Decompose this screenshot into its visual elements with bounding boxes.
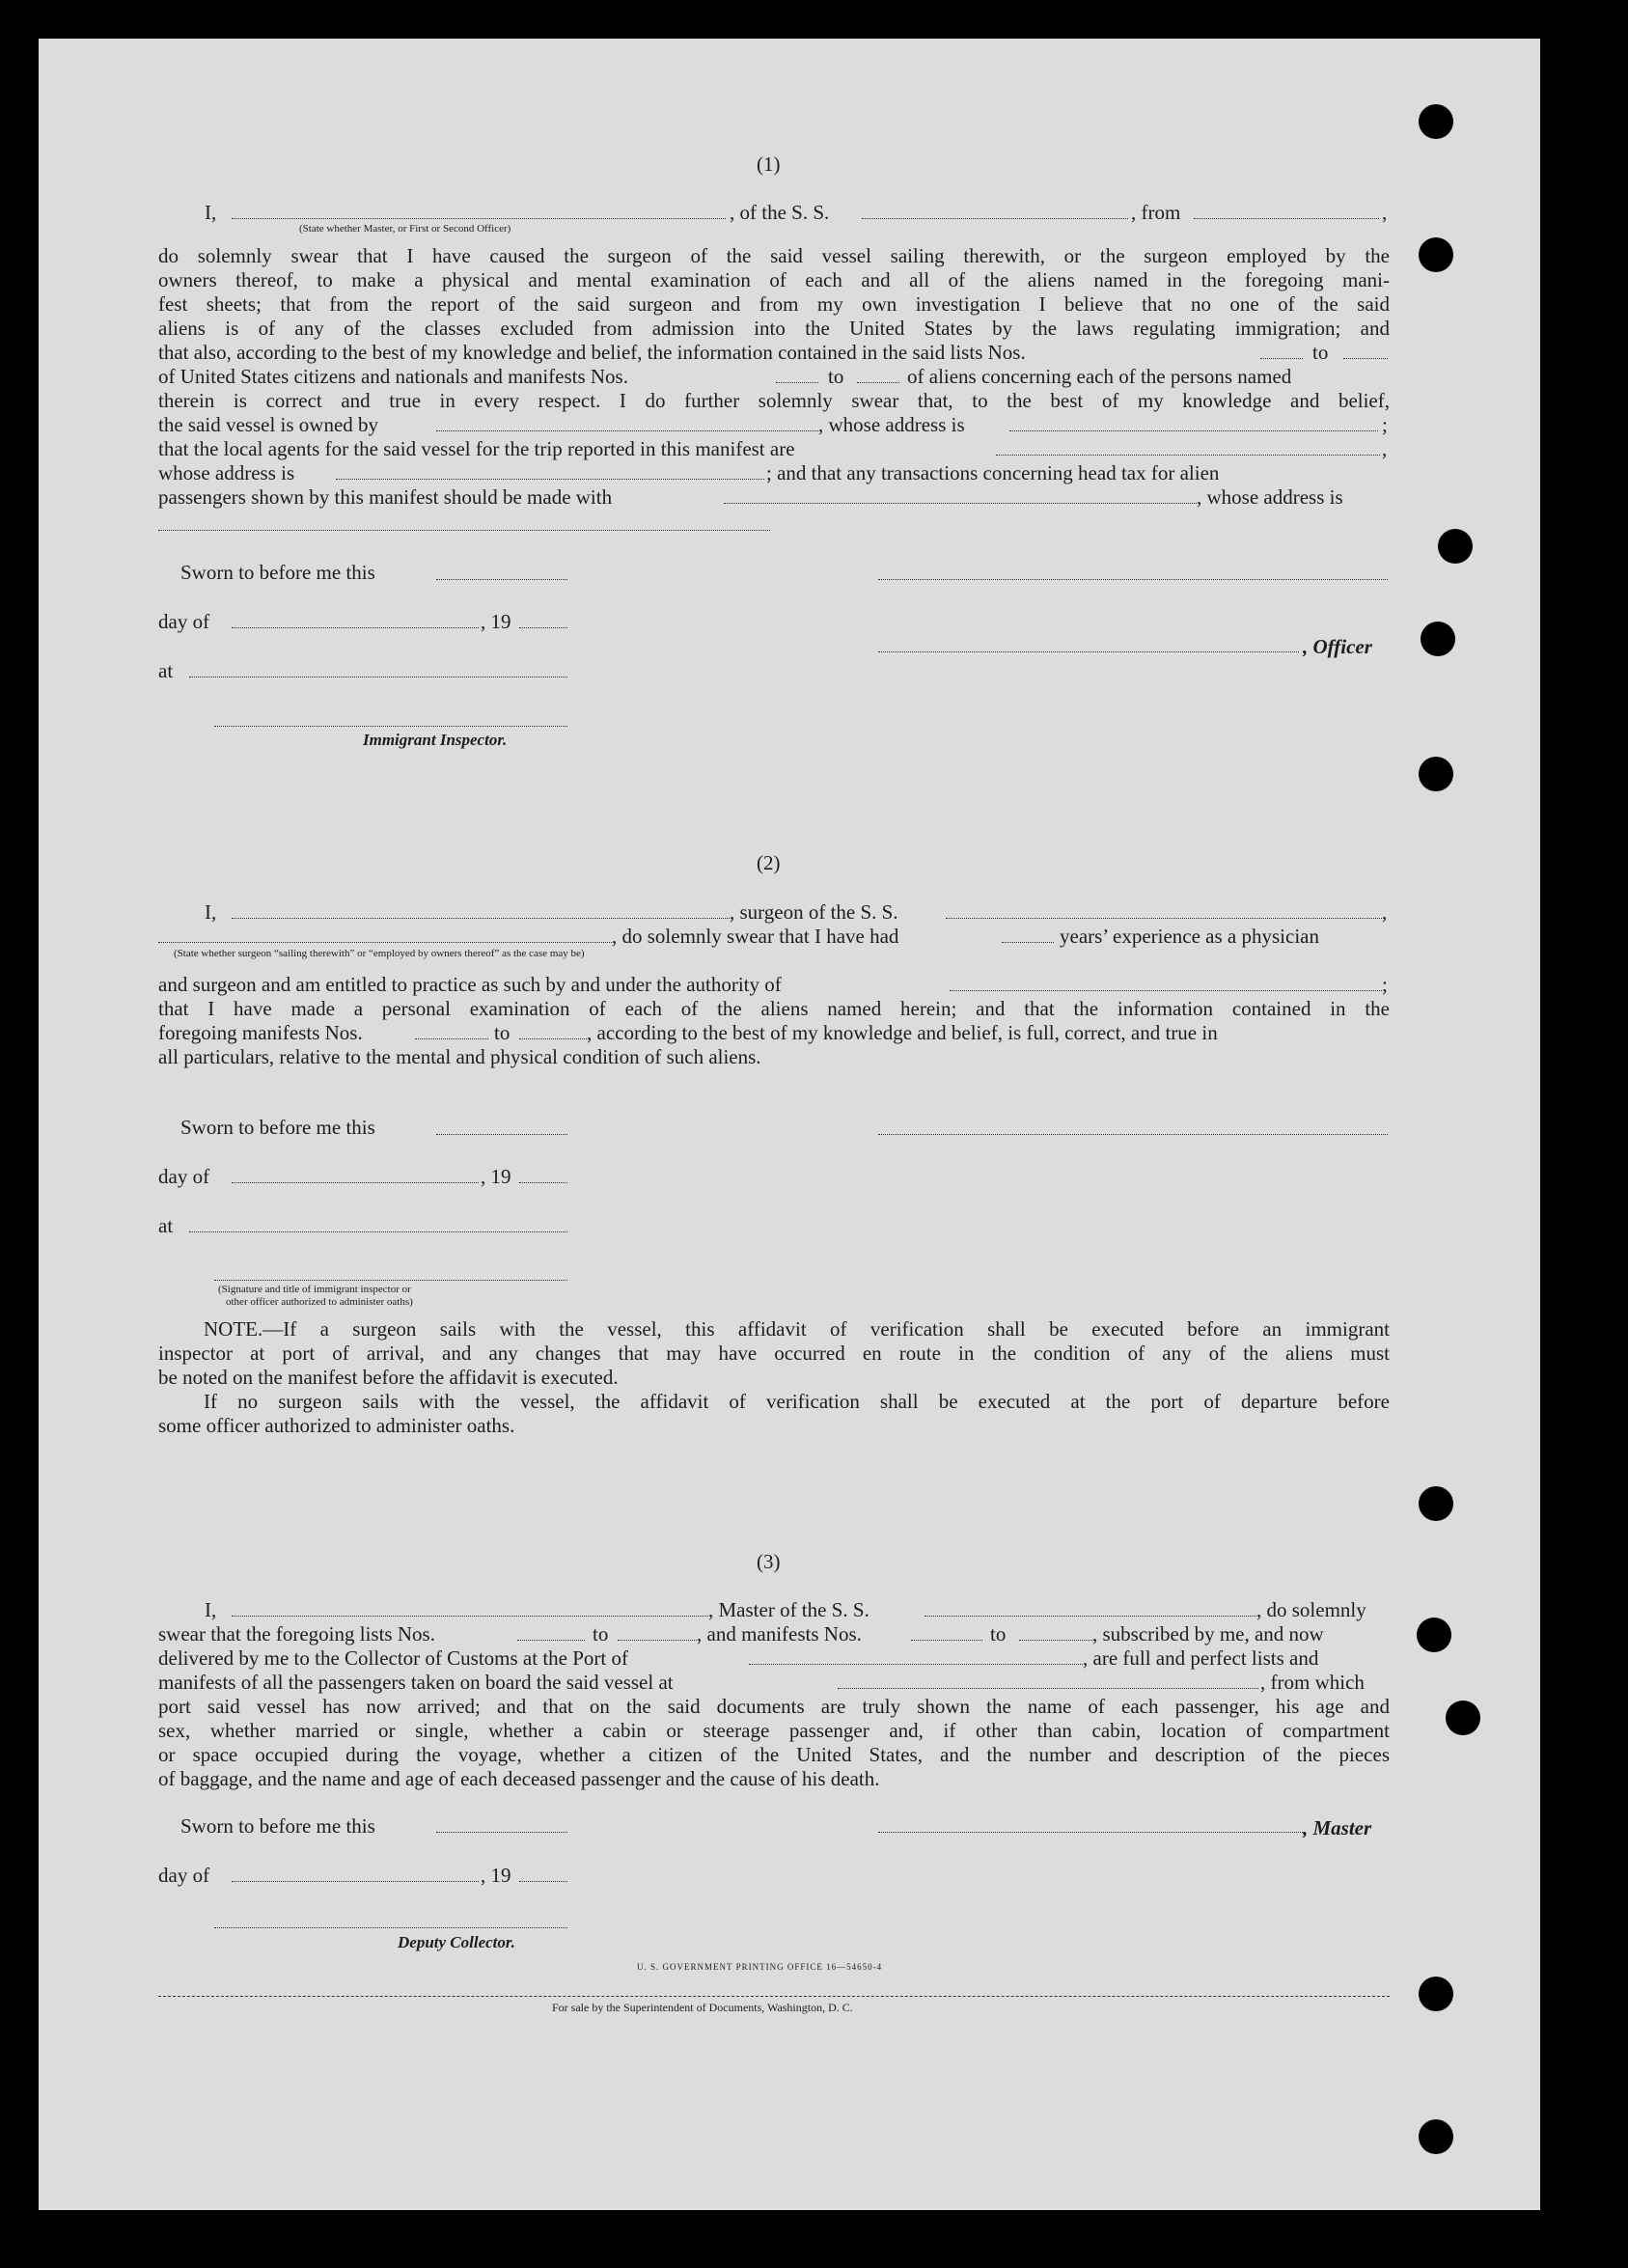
s2-dayof-label: day of	[158, 1165, 210, 1188]
section-3-number: (3)	[757, 1550, 781, 1573]
s1-officer-name-field[interactable]	[232, 218, 726, 219]
s2-line5-to: to	[494, 1021, 510, 1044]
s3-lists-from-field[interactable]	[517, 1640, 585, 1641]
s3-embark-port-field[interactable]	[838, 1688, 1258, 1689]
s3-master-label: , Master	[1303, 1816, 1372, 1839]
punch-hole	[1419, 757, 1453, 791]
s2-manifests-to-field[interactable]	[519, 1038, 587, 1039]
s1-line10-to: to	[828, 365, 844, 388]
s3-master-name-field[interactable]	[232, 1616, 708, 1617]
s3-line3-rest: , are full and perfect lists and	[1083, 1646, 1319, 1670]
s2-line2-rest: years’ experience as a physician	[1060, 925, 1319, 948]
s1-line12-semicolon: ;	[1382, 413, 1388, 436]
s3-line2-text: swear that the foregoing lists Nos.	[158, 1622, 435, 1646]
s3-sworn-field[interactable]	[436, 1832, 567, 1833]
s2-line1-comma: ,	[1382, 900, 1388, 924]
s3-manifests-to-field[interactable]	[1019, 1640, 1092, 1641]
s2-manifests-from-field[interactable]	[415, 1038, 488, 1039]
for-sale-note: For sale by the Superintendent of Documents, Washington, D. C.	[552, 2001, 853, 2014]
s3-manifests-from-field[interactable]	[911, 1640, 982, 1641]
s3-year-field[interactable]	[519, 1881, 567, 1882]
s2-sworn-field[interactable]	[436, 1134, 567, 1135]
s1-line9-text: that also, according to the best of my knowledge and belief, the information contained in the said lists Nos.	[158, 341, 1026, 364]
s2-note-line: If no surgeon sails with the vessel, the affidavit of verification shall be executed at the port of departure before	[204, 1390, 1390, 1413]
punch-hole	[1417, 1618, 1451, 1652]
s1-line15-text: passengers shown by this manifest should be made with	[158, 485, 613, 509]
s1-line10-text: of United States citizens and nationals and manifests Nos.	[158, 365, 628, 388]
s2-line3-semicolon: ;	[1382, 973, 1388, 996]
s3-sworn-label: Sworn to before me this	[180, 1814, 375, 1838]
footer-divider	[158, 1996, 1390, 1997]
s2-line4: that I have made a personal examination of each of the aliens named herein; and that the information contained in the	[158, 997, 1390, 1020]
s3-master-signature-field[interactable]	[878, 1832, 1303, 1833]
s2-authority-field[interactable]	[950, 990, 1382, 991]
s1-line14-text: whose address is	[158, 461, 295, 484]
s3-deputy-label: Deputy Collector.	[398, 1933, 515, 1951]
s1-line13-text: that the local agents for the said vessel for the trip reported in this manifest are	[158, 437, 795, 460]
s2-at-label: at	[158, 1214, 174, 1237]
s3-line4-text: manifests of all the passengers taken on board the said vessel at	[158, 1671, 674, 1694]
s3-line4-rest: , from which	[1260, 1671, 1365, 1694]
s1-officer-title-field[interactable]	[878, 651, 1299, 652]
s1-day-field[interactable]	[232, 627, 479, 628]
s1-line15-address: , whose address is	[1197, 485, 1343, 509]
s2-note-line: be noted on the manifest before the affidavit is executed.	[158, 1366, 619, 1389]
s2-surgeon-name-field[interactable]	[232, 918, 730, 919]
s1-para-line: aliens is of any of the classes excluded from admission into the United States by the laws regulating immigration; and	[158, 317, 1390, 340]
s1-line12-address: , whose address is	[818, 413, 965, 436]
s2-note-line: NOTE.—If a surgeon sails with the vessel, this affidavit of verification shall be executed before an immigrant	[204, 1317, 1390, 1341]
s3-line2-to2: to	[990, 1622, 1007, 1646]
s2-at-field[interactable]	[189, 1231, 567, 1232]
s3-line8: of baggage, and the name and age of each deceased passenger and the cause of his death.	[158, 1767, 880, 1790]
s2-line5-rest: , according to the best of my knowledge and belief, is full, correct, and true in	[587, 1021, 1218, 1044]
s1-para-line: do solemnly swear that I have caused the surgeon of the said vessel sailing therewith, or the surgeon employed by the	[158, 244, 1390, 267]
s2-signature-note-1: (Signature and title of immigrant inspector or	[218, 1284, 411, 1295]
s1-line11: therein is correct and true in every respect. I do further solemnly swear that, to the best of my knowledge and belief,	[158, 389, 1390, 412]
s1-head-tax-party-field[interactable]	[724, 503, 1197, 504]
s2-line3-text: and surgeon and am entitled to practice as such by and under the authority of	[158, 973, 782, 996]
s3-line2-to: to	[593, 1622, 609, 1646]
punch-hole	[1446, 1701, 1480, 1735]
punch-hole	[1438, 529, 1473, 564]
s2-signature-note-2: other officer authorized to administer oaths)	[226, 1296, 413, 1308]
s1-line12-text: the said vessel is owned by	[158, 413, 379, 436]
s1-manifests-to-field[interactable]	[857, 382, 899, 383]
s3-para-line: port said vessel has now arrived; and that on the said documents are truly shown the name of each passenger, his age and	[158, 1695, 1390, 1718]
s3-line1-i: I,	[205, 1598, 217, 1621]
s2-year-field[interactable]	[519, 1182, 567, 1183]
s2-line2-text: , do solemnly swear that I have had	[612, 925, 899, 948]
section-1-number: (1)	[757, 152, 781, 176]
s3-dayof-label: day of	[158, 1864, 210, 1887]
punch-hole	[1419, 1486, 1453, 1521]
s3-line2-rest: , subscribed by me, and now	[1092, 1622, 1324, 1646]
s1-officer-signature-field[interactable]	[878, 579, 1388, 580]
s1-line1-ss: , of the S. S.	[730, 201, 830, 224]
punch-hole	[1419, 237, 1453, 272]
s3-line3-text: delivered by me to the Collector of Customs at the Port of	[158, 1646, 628, 1670]
s1-line1-comma: ,	[1382, 201, 1388, 224]
s3-year-prefix: , 19	[481, 1864, 511, 1887]
s1-officer-label: , Officer	[1303, 635, 1372, 658]
s1-inspector-signature-field[interactable]	[214, 726, 567, 727]
s1-para-line: fest sheets; that from the report of the said surgeon and from my own investigation I believe that no one of the said	[158, 292, 1390, 316]
s2-surgeon-note: (State whether surgeon “sailing therewith” or “employed by owners thereof” as the case may be)	[174, 948, 585, 959]
section-2-number: (2)	[757, 851, 781, 874]
punch-hole	[1419, 104, 1453, 139]
s2-years-field[interactable]	[1002, 942, 1054, 943]
s1-line1-from: , from	[1131, 201, 1181, 224]
s3-collector-signature-field[interactable]	[214, 1927, 567, 1928]
s1-lists-to-field[interactable]	[1343, 358, 1388, 359]
s1-lists-from-field[interactable]	[1260, 358, 1303, 359]
s2-vessel-field[interactable]	[946, 918, 1382, 919]
s1-line13-comma: ,	[1382, 437, 1388, 460]
s1-head-tax-address-field[interactable]	[158, 530, 770, 531]
s2-surgeon-status-field[interactable]	[158, 942, 612, 943]
s1-sworn-label: Sworn to before me this	[180, 561, 375, 584]
s1-line9-to: to	[1312, 341, 1329, 364]
s2-day-field[interactable]	[232, 1182, 479, 1183]
s3-line1-ss: , Master of the S. S.	[708, 1598, 869, 1621]
punch-hole	[1419, 2119, 1453, 2154]
s2-year-prefix: , 19	[481, 1165, 511, 1188]
s1-from-field[interactable]	[1194, 218, 1379, 219]
s1-year-field[interactable]	[519, 627, 567, 628]
s1-local-agents-field[interactable]	[996, 455, 1380, 456]
s3-lists-to-field[interactable]	[618, 1640, 697, 1641]
s1-manifests-from-field[interactable]	[776, 382, 818, 383]
s1-dayof-label: day of	[158, 610, 210, 633]
s1-owner-address-field[interactable]	[1009, 430, 1378, 431]
punch-hole	[1419, 1977, 1453, 2011]
s2-note-line: inspector at port of arrival, and any changes that may have occurred en route in the condition of any of the aliens must	[158, 1341, 1390, 1365]
s3-port-field[interactable]	[749, 1664, 1083, 1665]
s1-at-label: at	[158, 659, 174, 682]
s1-year-prefix: , 19	[481, 610, 511, 633]
s1-inspector-label: Immigrant Inspector.	[363, 731, 508, 749]
s2-note-line: some officer authorized to administer oaths.	[158, 1414, 515, 1437]
s3-line1-rest: , do solemnly	[1256, 1598, 1366, 1621]
s3-para-line: or space occupied during the voyage, whether a citizen of the United States, and the number and description of the pieces	[158, 1743, 1390, 1766]
printing-office-line: U. S. GOVERNMENT PRINTING OFFICE 16—54650-4	[637, 1962, 883, 1972]
s1-sworn-field[interactable]	[436, 579, 567, 580]
s3-vessel-field[interactable]	[924, 1616, 1256, 1617]
s2-surgeon-signature-field[interactable]	[878, 1134, 1388, 1135]
s2-sworn-label: Sworn to before me this	[180, 1116, 375, 1139]
s1-officer-note: (State whether Master, or First or Second Officer)	[299, 223, 511, 235]
s1-line14-rest: ; and that any transactions concerning head tax for alien	[766, 461, 1220, 484]
s2-line1-ss: , surgeon of the S. S.	[730, 900, 898, 924]
s3-para-line: sex, whether married or single, whether a cabin or steerage passenger and, if other than cabin, location of compartment	[158, 1719, 1390, 1742]
s1-para-line: owners thereof, to make a physical and mental examination of each and all of the aliens named in the foregoing mani-	[158, 268, 1390, 291]
punch-hole	[1421, 622, 1455, 656]
s2-line1-i: I,	[205, 900, 217, 924]
s2-inspector-signature-field[interactable]	[214, 1280, 567, 1281]
s2-line6: all particulars, relative to the mental and physical condition of such aliens.	[158, 1045, 761, 1068]
s1-owner-field[interactable]	[436, 430, 818, 431]
s1-at-field[interactable]	[189, 677, 567, 678]
s1-line1-i: I,	[205, 201, 217, 224]
s3-line2-manifests: , and manifests Nos.	[697, 1622, 862, 1646]
s2-line5-text: foregoing manifests Nos.	[158, 1021, 363, 1044]
s1-agents-address-field[interactable]	[336, 479, 764, 480]
s1-line10-rest: of aliens concerning each of the persons named	[907, 365, 1292, 388]
s1-vessel-field[interactable]	[862, 218, 1128, 219]
s3-day-field[interactable]	[232, 1881, 479, 1882]
